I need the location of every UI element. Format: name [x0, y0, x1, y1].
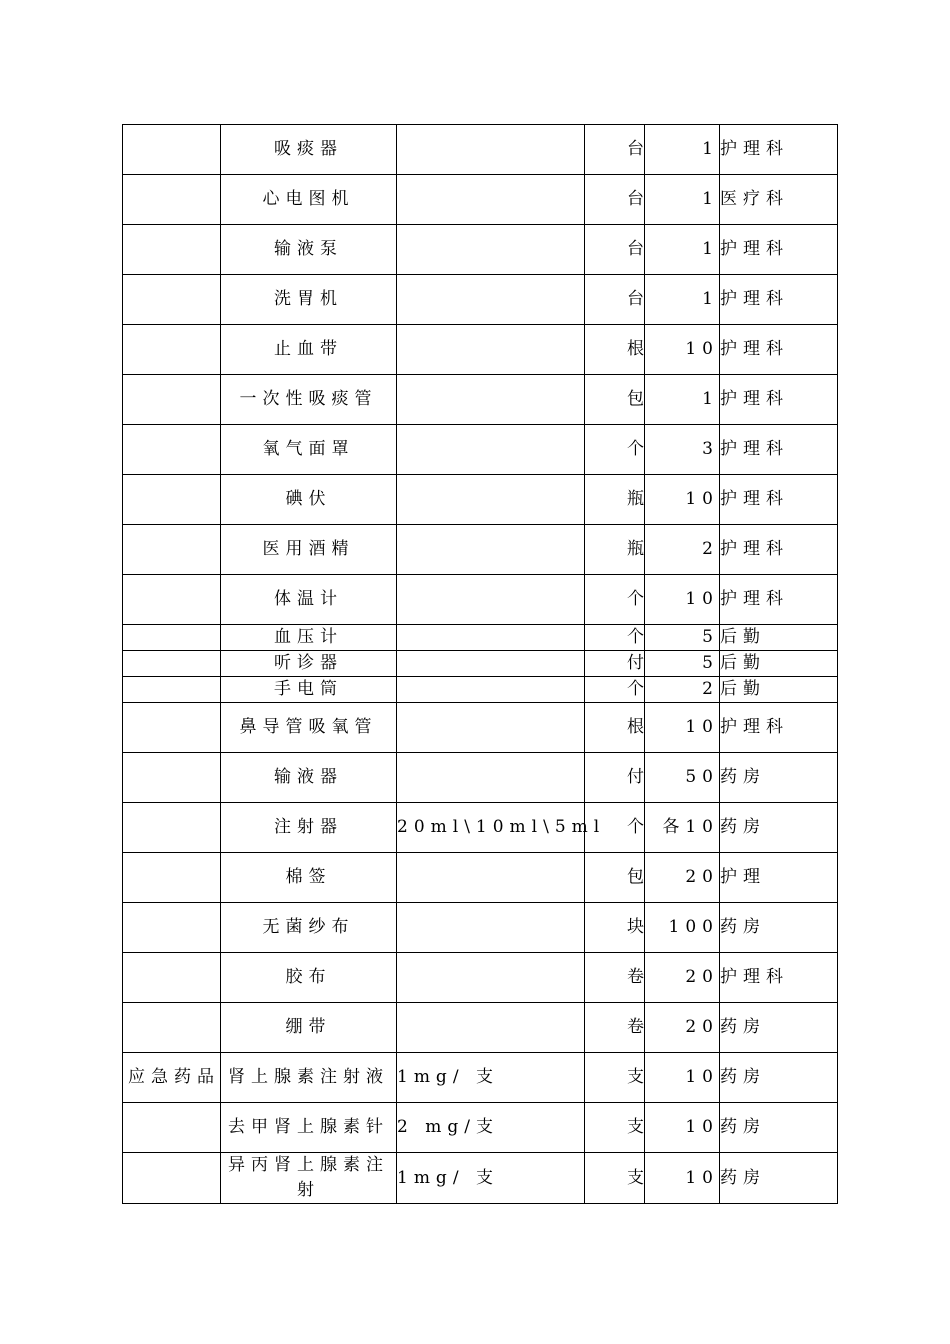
department-cell: 药房: [720, 803, 838, 853]
unit-cell: [585, 953, 650, 1003]
spec-cell: [397, 275, 585, 325]
category-cell: [123, 375, 221, 425]
table-row: [123, 1053, 838, 1103]
unit-cell: [585, 375, 650, 425]
unit-label: 台: [627, 239, 650, 259]
table-row: [123, 953, 838, 1003]
quantity-cell: 各10: [645, 803, 720, 853]
table-row: [123, 175, 838, 225]
category-cell: [123, 525, 221, 575]
item-name-cell: 医用酒精: [221, 525, 397, 575]
unit-cell: [585, 651, 650, 677]
table-row: [123, 625, 838, 651]
department-cell: 护理: [720, 853, 838, 903]
category-cell: [123, 1153, 221, 1204]
unit-label: 台: [627, 189, 650, 209]
quantity-cell: 50: [645, 753, 720, 803]
spec-cell: [397, 175, 585, 225]
category-cell: [123, 853, 221, 903]
table-row: [123, 677, 838, 703]
unit-cell: [585, 475, 650, 525]
unit-label: 台: [627, 289, 650, 309]
unit-cell: [585, 1053, 650, 1103]
department-cell: 药房: [720, 753, 838, 803]
quantity-cell: 5: [645, 651, 720, 677]
quantity-cell: 3: [645, 425, 720, 475]
unit-label: 根: [627, 339, 650, 359]
table-row: [123, 651, 838, 677]
department-cell: 护理科: [720, 325, 838, 375]
quantity-cell: 10: [645, 575, 720, 625]
category-cell: [123, 953, 221, 1003]
category-cell: [123, 325, 221, 375]
spec-cell: 20ml\10ml\5ml: [397, 803, 585, 853]
spec-cell: [397, 903, 585, 953]
spec-cell: 1mg/ 支: [397, 1153, 585, 1204]
category-cell: [123, 803, 221, 853]
spec-cell: [397, 1003, 585, 1053]
item-name-cell: 心电图机: [221, 175, 397, 225]
category-cell: [123, 1103, 221, 1153]
table-row: [123, 525, 838, 575]
unit-cell: [585, 275, 650, 325]
department-cell: 护理科: [720, 475, 838, 525]
item-name-cell: 氧气面罩: [221, 425, 397, 475]
table-row: [123, 1103, 838, 1153]
item-name-cell: 棉签: [221, 853, 397, 903]
quantity-cell: 10: [645, 325, 720, 375]
unit-cell: [585, 625, 650, 651]
table-row: [123, 703, 838, 753]
quantity-cell: 5: [645, 625, 720, 651]
spec-cell: [397, 225, 585, 275]
department-cell: 药房: [720, 903, 838, 953]
quantity-cell: 1: [645, 375, 720, 425]
quantity-cell: 10: [645, 1103, 720, 1153]
item-name-cell: 肾上腺素注射液: [221, 1053, 397, 1103]
category-cell: [123, 677, 221, 703]
department-cell: 药房: [720, 1103, 838, 1153]
table-row: [123, 475, 838, 525]
quantity-cell: 1: [645, 275, 720, 325]
unit-label: 根: [627, 717, 650, 737]
department-cell: 后勤: [720, 677, 838, 703]
unit-cell: [585, 753, 650, 803]
table-row: [123, 275, 838, 325]
quantity-cell: 10: [645, 1153, 720, 1204]
department-cell: 后勤: [720, 651, 838, 677]
table-row: [123, 903, 838, 953]
quantity-cell: 1: [645, 225, 720, 275]
unit-label: 支: [627, 1067, 650, 1087]
quantity-cell: 100: [645, 903, 720, 953]
department-cell: 护理科: [720, 125, 838, 175]
item-name-cell: 异丙肾上腺素注射: [221, 1153, 397, 1204]
unit-cell: [585, 175, 650, 225]
unit-cell: [585, 1003, 650, 1053]
spec-cell: [397, 525, 585, 575]
quantity-cell: 20: [645, 1003, 720, 1053]
item-name-cell: 去甲肾上腺素针: [221, 1103, 397, 1153]
unit-cell: [585, 803, 650, 853]
unit-label: 个: [627, 439, 650, 459]
item-name-cell: 碘伏: [221, 475, 397, 525]
unit-label: 瓶: [627, 539, 650, 559]
spec-cell: 1mg/ 支: [397, 1053, 585, 1103]
table-row: [123, 125, 838, 175]
spec-cell: [397, 625, 585, 651]
department-cell: 护理科: [720, 703, 838, 753]
table-row: [123, 753, 838, 803]
unit-label: 付: [627, 653, 650, 673]
spec-cell: [397, 953, 585, 1003]
quantity-cell: 1: [645, 125, 720, 175]
unit-label: 付: [627, 767, 650, 787]
unit-label: 卷: [627, 1017, 650, 1037]
unit-cell: [585, 903, 650, 953]
category-cell: [123, 651, 221, 677]
category-cell: [123, 753, 221, 803]
item-name-cell: 血压计: [221, 625, 397, 651]
unit-cell: [585, 125, 650, 175]
unit-cell: [585, 853, 650, 903]
department-cell: 药房: [720, 1053, 838, 1103]
category-cell: [123, 903, 221, 953]
spec-cell: [397, 475, 585, 525]
department-cell: 药房: [720, 1153, 838, 1204]
spec-cell: [397, 703, 585, 753]
unit-label: 卷: [627, 967, 650, 987]
category-cell: [123, 175, 221, 225]
unit-label: 瓶: [627, 489, 650, 509]
department-cell: 护理科: [720, 375, 838, 425]
table-row: [123, 1003, 838, 1053]
table-row: [123, 425, 838, 475]
item-name-cell: 体温计: [221, 575, 397, 625]
unit-label: 包: [627, 389, 650, 409]
category-cell: [123, 225, 221, 275]
department-cell: 后勤: [720, 625, 838, 651]
spec-cell: [397, 425, 585, 475]
quantity-cell: 2: [645, 525, 720, 575]
department-cell: 护理科: [720, 425, 838, 475]
unit-cell: [585, 525, 650, 575]
spec-cell: 2 mg/支: [397, 1103, 585, 1153]
department-cell: 医疗科: [720, 175, 838, 225]
table-row: [123, 803, 838, 853]
item-name-cell: 吸痰器: [221, 125, 397, 175]
quantity-cell: 10: [645, 475, 720, 525]
unit-label: 个: [627, 627, 650, 647]
unit-cell: [585, 575, 650, 625]
unit-cell: [585, 425, 650, 475]
item-name-cell: 输液器: [221, 753, 397, 803]
category-cell: [123, 703, 221, 753]
item-name-cell: 无菌纱布: [221, 903, 397, 953]
supply-table: [122, 124, 838, 1204]
quantity-cell: 20: [645, 853, 720, 903]
department-cell: 护理科: [720, 225, 838, 275]
spec-cell: [397, 375, 585, 425]
unit-label: 包: [627, 867, 650, 887]
unit-label: 块: [627, 917, 650, 937]
item-name-cell: 胶布: [221, 953, 397, 1003]
item-name-cell: 手电筒: [221, 677, 397, 703]
item-name-cell: 输液泵: [221, 225, 397, 275]
department-cell: 护理科: [720, 525, 838, 575]
category-cell: [123, 425, 221, 475]
table-row: [123, 1153, 838, 1204]
table-row: [123, 375, 838, 425]
category-cell: 应急药品: [123, 1053, 221, 1103]
supply-table-body: [123, 125, 838, 1204]
item-name-cell: 绷带: [221, 1003, 397, 1053]
department-cell: 护理科: [720, 953, 838, 1003]
category-cell: [123, 625, 221, 651]
category-cell: [123, 575, 221, 625]
unit-label: 个: [627, 679, 650, 699]
unit-label: 个: [627, 817, 650, 837]
spec-cell: [397, 753, 585, 803]
category-cell: [123, 125, 221, 175]
category-cell: [123, 1003, 221, 1053]
department-cell: 药房: [720, 1003, 838, 1053]
table-row: [123, 575, 838, 625]
quantity-cell: 10: [645, 1053, 720, 1103]
supply-table-container: [122, 124, 837, 1214]
department-cell: 护理科: [720, 575, 838, 625]
unit-cell: [585, 677, 650, 703]
item-name-cell: 鼻导管吸氧管: [221, 703, 397, 753]
table-row: [123, 225, 838, 275]
spec-cell: [397, 677, 585, 703]
item-name-cell: 听诊器: [221, 651, 397, 677]
unit-label: 支: [627, 1167, 650, 1188]
unit-cell: [585, 225, 650, 275]
unit-label: 个: [627, 589, 650, 609]
quantity-cell: 20: [645, 953, 720, 1003]
category-cell: [123, 275, 221, 325]
spec-cell: [397, 325, 585, 375]
quantity-cell: 1: [645, 175, 720, 225]
item-name-cell: 止血带: [221, 325, 397, 375]
quantity-cell: 2: [645, 677, 720, 703]
spec-cell: [397, 651, 585, 677]
unit-cell: [585, 325, 650, 375]
item-name-cell: 注射器: [221, 803, 397, 853]
category-cell: [123, 475, 221, 525]
unit-cell: [585, 1153, 650, 1204]
quantity-cell: 10: [645, 703, 720, 753]
unit-label: 支: [627, 1117, 650, 1137]
item-name-cell: 洗胃机: [221, 275, 397, 325]
item-name-cell: 一次性吸痰管: [221, 375, 397, 425]
table-row: [123, 853, 838, 903]
spec-cell: [397, 575, 585, 625]
table-row: [123, 325, 838, 375]
spec-cell: [397, 125, 585, 175]
unit-label: 台: [627, 139, 650, 159]
unit-cell: [585, 703, 650, 753]
department-cell: 护理科: [720, 275, 838, 325]
unit-cell: [585, 1103, 650, 1153]
spec-cell: [397, 853, 585, 903]
